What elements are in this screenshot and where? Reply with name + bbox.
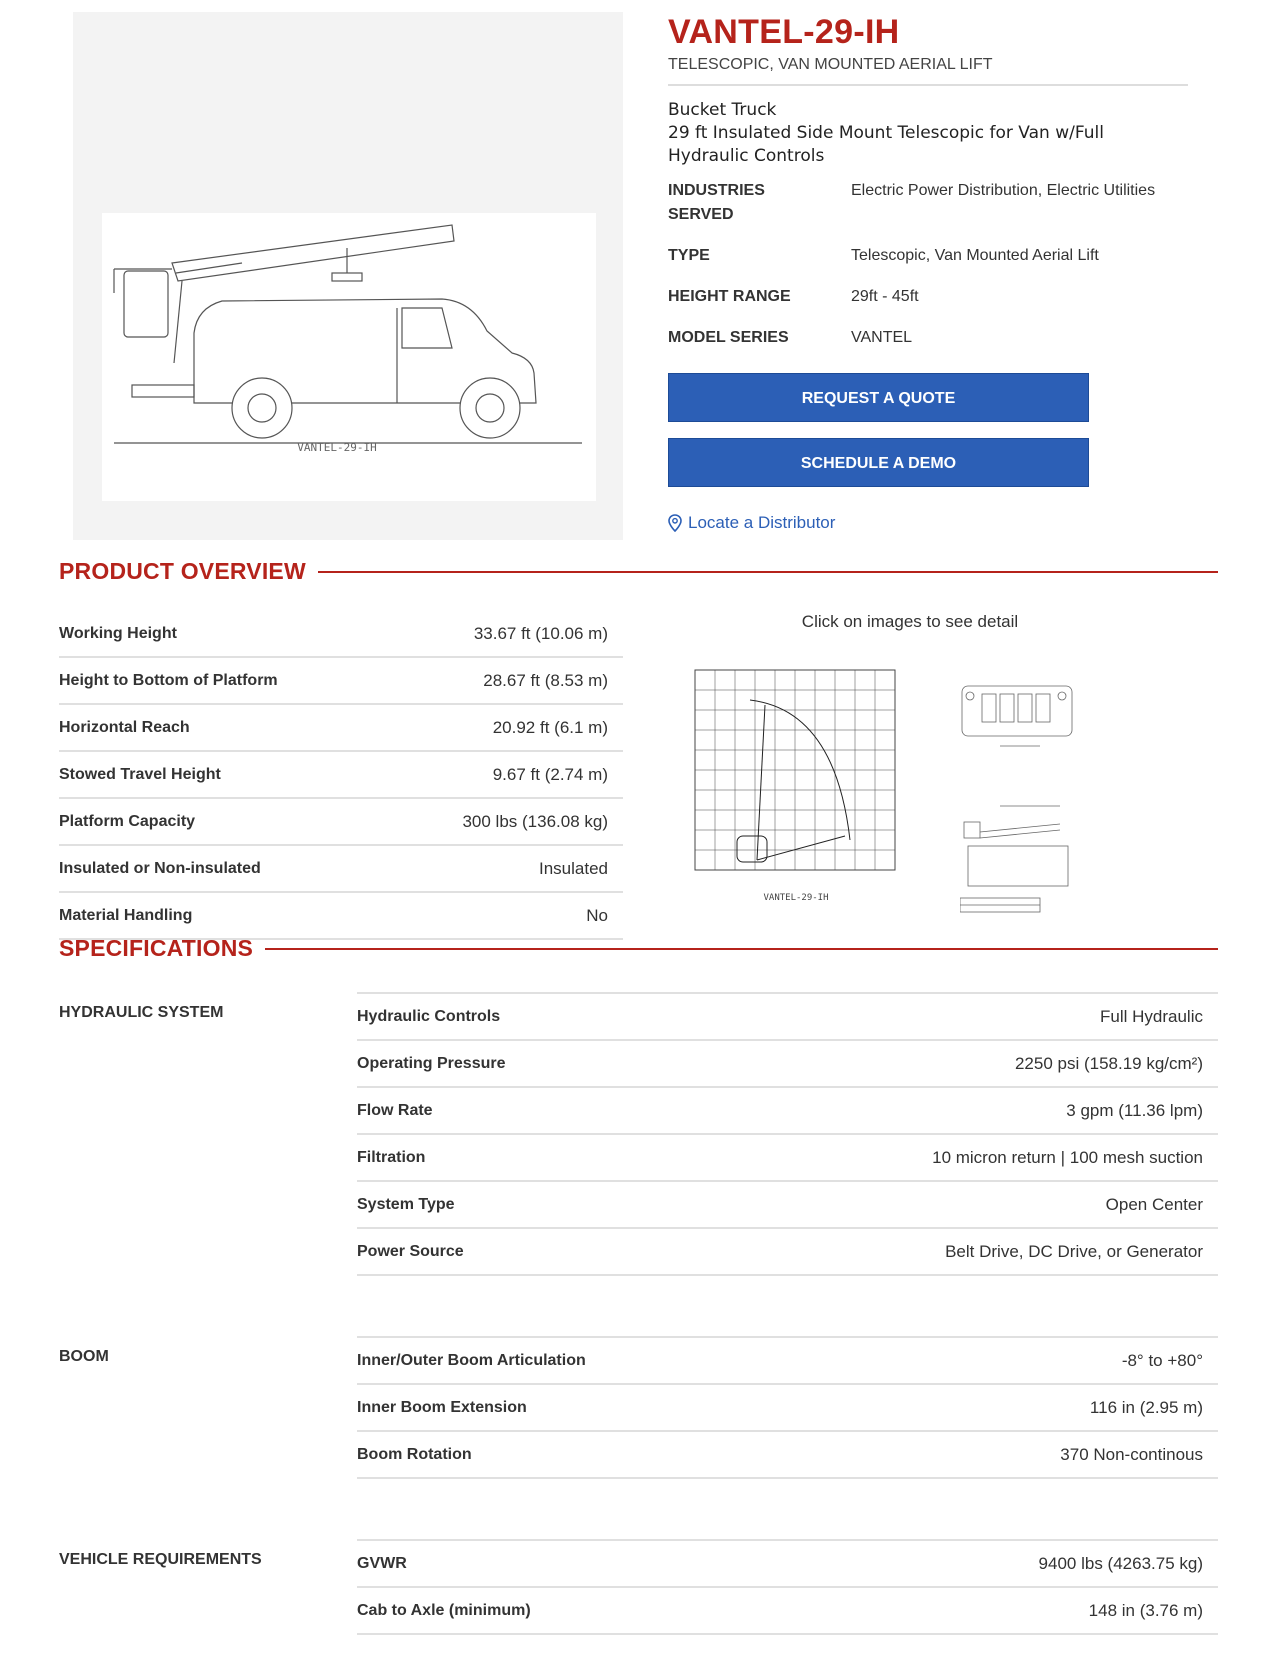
spec-label: System Type [357, 1195, 455, 1213]
attribute-label: HEIGHT RANGE [668, 288, 791, 305]
description-line-1: Bucket Truck [668, 100, 777, 120]
overview-value: 20.92 ft (6.1 m) [492, 717, 608, 737]
section-divider [265, 948, 1218, 950]
table-row [357, 1385, 1218, 1432]
spec-rows [357, 1539, 1218, 1635]
table-row [59, 846, 623, 893]
overview-label: Platform Capacity [59, 812, 196, 830]
product-title: VANTEL-29-IH [668, 13, 900, 51]
spec-value: 10 micron return | 100 mesh suction [932, 1147, 1203, 1167]
table-row [59, 799, 623, 846]
overview-label: Material Handling [59, 906, 193, 924]
spec-label: Hydraulic Controls [357, 1007, 501, 1025]
spec-value: 2250 psi (158.19 kg/cm²) [1014, 1053, 1203, 1073]
table-row [357, 1338, 1218, 1385]
spec-rows [357, 1336, 1218, 1479]
spec-label: Cab to Axle (minimum) [357, 1601, 531, 1619]
control-panel-thumbnail[interactable] [960, 682, 1075, 757]
spec-label: Power Source [357, 1242, 464, 1260]
spec-category: BOOM [59, 1348, 109, 1365]
product-attributes [668, 179, 1208, 367]
attribute-row [668, 179, 1208, 244]
spec-label: GVWR [357, 1554, 407, 1572]
overview-value: No [586, 905, 608, 925]
attribute-label: MODEL SERIES [668, 329, 789, 346]
table-row [357, 1588, 1218, 1635]
table-row [59, 705, 623, 752]
spec-value: Belt Drive, DC Drive, or Generator [945, 1241, 1203, 1261]
spec-group-boom [59, 1336, 1218, 1479]
overview-value: 9.67 ft (2.74 m) [492, 764, 608, 784]
spec-group-hydraulic [59, 992, 1218, 1276]
locate-distributor-label: Locate a Distributor [688, 513, 836, 532]
table-row [357, 1135, 1218, 1182]
attribute-value: Telescopic, Van Mounted Aerial Lift [851, 247, 1099, 264]
product-subtitle: TELESCOPIC, VAN MOUNTED AERIAL LIFT [668, 56, 1188, 86]
gallery-hint: Click on images to see detail [801, 612, 1019, 631]
attribute-row [668, 326, 1208, 367]
table-row [59, 893, 623, 940]
table-row [357, 994, 1218, 1041]
spec-value: 370 Non-continous [1060, 1444, 1203, 1464]
map-pin-icon [668, 514, 682, 532]
overview-label: Insulated or Non-insulated [59, 859, 261, 877]
overview-value: 33.67 ft (10.06 m) [473, 623, 608, 643]
section-divider [318, 571, 1218, 573]
product-description [668, 99, 1188, 168]
overview-label: Stowed Travel Height [59, 765, 221, 783]
table-row [357, 1088, 1218, 1135]
overview-value: Insulated [539, 858, 608, 878]
product-image-frame[interactable] [73, 12, 623, 540]
table-row [59, 752, 623, 799]
table-row [357, 1182, 1218, 1229]
spec-value: Open Center [1105, 1194, 1203, 1214]
table-row [357, 1229, 1218, 1276]
attribute-value: Electric Power Distribution, Electric Utilities [851, 182, 1156, 199]
locate-distributor-link[interactable] [668, 513, 1188, 533]
control-panel-drawing [960, 682, 1075, 757]
table-row [357, 1541, 1218, 1588]
dimension-drawing-thumbnail[interactable] [960, 802, 1075, 922]
drawing-caption: VANTEL-29-IH [297, 441, 377, 454]
spec-label: Inner Boom Extension [357, 1398, 527, 1416]
action-buttons [668, 373, 1188, 487]
request-quote-button[interactable]: REQUEST A QUOTE [668, 373, 1089, 422]
table-row [59, 611, 623, 658]
attribute-value: 29ft - 45ft [851, 288, 919, 305]
table-row [357, 1432, 1218, 1479]
spec-rows [357, 992, 1218, 1276]
spec-value: 3 gpm (11.36 lpm) [1066, 1100, 1203, 1120]
spec-category: VEHICLE REQUIREMENTS [59, 1551, 262, 1568]
spec-label: Inner/Outer Boom Articulation [357, 1351, 586, 1369]
spec-category: HYDRAULIC SYSTEM [59, 1004, 224, 1021]
spec-label: Operating Pressure [357, 1054, 506, 1072]
spec-value: 148 in (3.76 m) [1088, 1600, 1203, 1620]
attribute-label: INDUSTRIES SERVED [668, 182, 765, 223]
specifications-heading: SPECIFICATIONS [59, 935, 254, 961]
attribute-row [668, 285, 1208, 326]
specifications-section-header [59, 935, 1218, 962]
spec-label: Flow Rate [357, 1101, 433, 1119]
overview-section-header [59, 558, 1218, 585]
attribute-row [668, 244, 1208, 285]
overview-heading: PRODUCT OVERVIEW [59, 558, 306, 584]
description-line-2: 29 ft Insulated Side Mount Telescopic for Van w/Full Hydraulic Controls [668, 123, 1104, 166]
van-lift-drawing [102, 213, 596, 501]
spec-label: Boom Rotation [357, 1445, 472, 1463]
overview-value: 300 lbs (136.08 kg) [462, 811, 608, 831]
spec-group-vehicle [59, 1539, 1218, 1635]
diagram-gallery [665, 612, 1235, 942]
product-line-drawing [102, 213, 596, 501]
table-row [357, 1041, 1218, 1088]
spec-value: -8° to +80° [1121, 1350, 1203, 1370]
spec-value: 116 in (2.95 m) [1089, 1397, 1203, 1417]
working-range-diagram [665, 650, 927, 922]
product-info-panel [668, 12, 1188, 533]
overview-label: Horizontal Reach [59, 718, 190, 736]
spec-label: Filtration [357, 1148, 426, 1166]
attribute-value: VANTEL [851, 329, 913, 346]
overview-label: Working Height [59, 624, 177, 642]
spec-value: 9400 lbs (4263.75 kg) [1038, 1553, 1203, 1573]
range-chart-thumbnail[interactable] [665, 650, 927, 922]
table-row [59, 658, 623, 705]
overview-label: Height to Bottom of Platform [59, 671, 278, 689]
spec-value: Full Hydraulic [1100, 1006, 1203, 1026]
dimension-drawing [960, 802, 1075, 922]
diagram-caption: VANTEL-29-IH [763, 893, 829, 903]
overview-table [59, 611, 623, 940]
attribute-label: TYPE [668, 247, 710, 264]
schedule-demo-button[interactable]: SCHEDULE A DEMO [668, 438, 1089, 487]
overview-value: 28.67 ft (8.53 m) [483, 670, 608, 690]
